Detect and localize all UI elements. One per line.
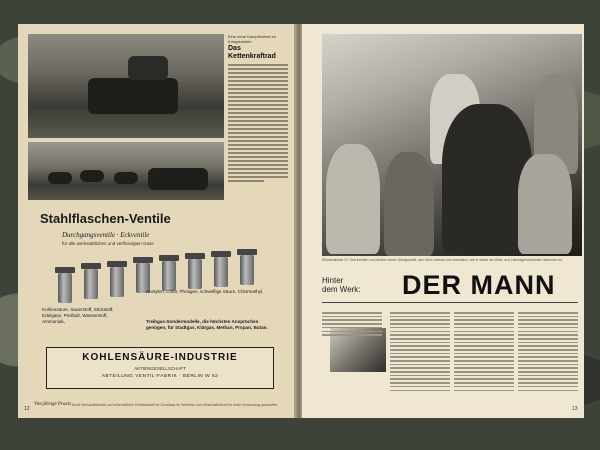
headline-prefix-line-2: dem Werk: xyxy=(322,285,361,294)
valve-advertisement xyxy=(26,207,288,395)
left-page-number: 12 xyxy=(24,406,30,412)
magazine-spread xyxy=(18,24,584,418)
article-column-3 xyxy=(454,310,514,406)
main-headline: DER MANN xyxy=(402,270,556,300)
feature-kicker: Eine neue Kampfeinheit im Kriegsbetrieb xyxy=(228,34,276,44)
article-column-1 xyxy=(322,310,382,406)
ad-gases-right: Acetylen, Chlor, Phosgen, schweflige Säure, Chlormethyl, xyxy=(146,289,264,294)
right-page-number: 13 xyxy=(572,406,578,412)
headline-prefix xyxy=(322,276,382,294)
ad-company-type: AKTIENGESELLSCHAFT xyxy=(134,366,186,371)
valve-illustrations xyxy=(56,251,286,307)
left-page xyxy=(18,24,296,418)
article-column-4 xyxy=(518,310,578,406)
footer-note: Beide Wirtschaftlichkeit und wirtschaftliche Einheitsarbeit im Grundsatz für Betrieben und Wirtschaftlichkeit für beste Verwendung geschaffen xyxy=(72,403,278,407)
tank-photo-top xyxy=(28,34,224,138)
footer-brand: Vierjährige Praxis xyxy=(34,402,71,407)
ad-subtitle-2: für alle werkstattlichen und verflüssigten Gase xyxy=(62,241,154,246)
ad-gases-left: Kohlensäure, Sauerstoff, Stickstoff, Edelgase, Preßluft, Wasserstoff, Ammoniak, xyxy=(42,307,114,324)
ad-company-name: KOHLENSÄURE-INDUSTRIE xyxy=(82,352,238,363)
right-page xyxy=(302,24,584,418)
hero-photo-man-with-children xyxy=(322,34,582,256)
tank-column-photo xyxy=(28,142,224,200)
ad-title: Stahlflaschen-Ventile xyxy=(40,211,171,226)
ad-subtitle: Durchgangsventile · Eckventile xyxy=(62,231,150,239)
article-column-2 xyxy=(390,310,450,406)
headline-rule xyxy=(322,302,578,303)
feature-body-text xyxy=(228,64,288,182)
feature-text-column xyxy=(228,34,288,200)
photo-caption: Reichsminister Dr. Todt inmitten von Kindern seiner Gefolgschaft, dem Werk vertraut und verbunden, wie er selbst der Werk- und Lebensgemeinschaft verbunden ist. xyxy=(322,258,563,262)
ad-division: ABTEILUNG VENTIL-FABRIK · BERLIN W 62 xyxy=(101,374,219,379)
feature-headline: Das Kettenkraftrad xyxy=(228,45,276,60)
headline-prefix-line-1: Hinter xyxy=(322,276,344,285)
ad-company-box xyxy=(46,347,274,389)
ad-special-models: Treibgas-Sondermodelle, die höchsten Ansprüchen genügen, für Stadtgas, Klärgas, Methan, Propan, Butan. xyxy=(146,319,268,330)
left-page-footer xyxy=(24,402,290,414)
